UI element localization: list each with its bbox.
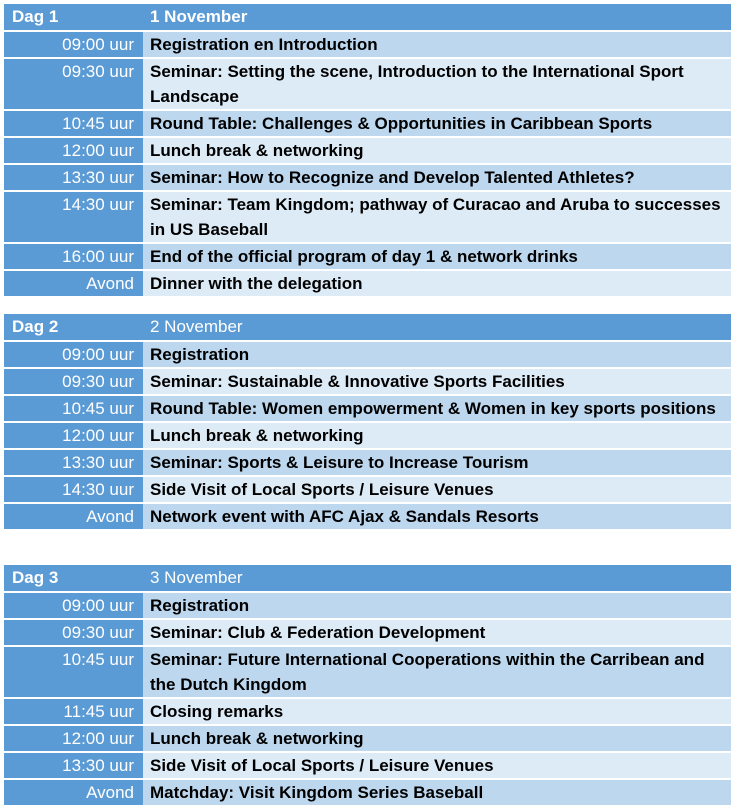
activity-cell: Round Table: Challenges & Opportunities in Caribbean Sports bbox=[143, 111, 731, 136]
table-row bbox=[4, 192, 731, 242]
time-cell: 09:30 uur bbox=[4, 369, 143, 394]
activity-cell: Side Visit of Local Sports / Leisure Venues bbox=[143, 477, 731, 502]
time-cell: 10:45 uur bbox=[4, 396, 143, 421]
time-cell: Avond bbox=[4, 780, 143, 805]
activity-cell: Seminar: Sports & Leisure to Increase Tourism bbox=[143, 450, 731, 475]
time-cell: 13:30 uur bbox=[4, 753, 143, 778]
table-row bbox=[4, 138, 731, 163]
activity-cell: Lunch break & networking bbox=[143, 423, 731, 448]
time-cell: Avond bbox=[4, 504, 143, 529]
day-3-schedule-table bbox=[4, 565, 731, 807]
time-cell: 10:45 uur bbox=[4, 111, 143, 136]
table-row bbox=[4, 396, 731, 421]
activity-cell: End of the official program of day 1 & network drinks bbox=[143, 244, 731, 269]
activity-cell: Seminar: How to Recognize and Develop Talented Athletes? bbox=[143, 165, 731, 190]
time-cell: 10:45 uur bbox=[4, 647, 143, 697]
table-row bbox=[4, 165, 731, 190]
table-row bbox=[4, 271, 731, 296]
day-label: Dag 3 bbox=[4, 565, 143, 591]
day-date: 3 November bbox=[143, 565, 731, 591]
table-row bbox=[4, 369, 731, 394]
table-row bbox=[4, 342, 731, 367]
table-row bbox=[4, 780, 731, 805]
activity-cell: Matchday: Visit Kingdom Series Baseball bbox=[143, 780, 731, 805]
day-2-schedule-table bbox=[4, 314, 731, 531]
time-cell: 12:00 uur bbox=[4, 138, 143, 163]
table-row bbox=[4, 647, 731, 697]
activity-cell: Registration bbox=[143, 593, 731, 618]
activity-cell: Registration bbox=[143, 342, 731, 367]
activity-cell: Side Visit of Local Sports / Leisure Venues bbox=[143, 753, 731, 778]
table-row bbox=[4, 620, 731, 645]
time-cell: 11:45 uur bbox=[4, 699, 143, 724]
activity-cell: Round Table: Women empowerment & Women in key sports positions bbox=[143, 396, 731, 421]
day-header bbox=[4, 565, 731, 591]
time-cell: 16:00 uur bbox=[4, 244, 143, 269]
time-cell: 13:30 uur bbox=[4, 450, 143, 475]
activity-cell: Network event with AFC Ajax & Sandals Resorts bbox=[143, 504, 731, 529]
day-1-schedule-table bbox=[4, 4, 731, 298]
time-cell: 14:30 uur bbox=[4, 192, 143, 242]
activity-cell: Lunch break & networking bbox=[143, 138, 731, 163]
time-cell: 12:00 uur bbox=[4, 726, 143, 751]
time-cell: 09:30 uur bbox=[4, 620, 143, 645]
day-label: Dag 1 bbox=[4, 4, 143, 30]
time-cell: Avond bbox=[4, 271, 143, 296]
time-cell: 09:00 uur bbox=[4, 593, 143, 618]
table-row bbox=[4, 699, 731, 724]
activity-cell: Lunch break & networking bbox=[143, 726, 731, 751]
table-row bbox=[4, 753, 731, 778]
time-cell: 09:30 uur bbox=[4, 59, 143, 109]
table-row bbox=[4, 423, 731, 448]
activity-cell: Seminar: Future International Cooperations within the Carribean and the Dutch Kingdom bbox=[143, 647, 731, 697]
day-date: 2 November bbox=[143, 314, 731, 340]
day-date: 1 November bbox=[143, 4, 731, 30]
activity-cell: Registration en Introduction bbox=[143, 32, 731, 57]
activity-cell: Closing remarks bbox=[143, 699, 731, 724]
time-cell: 09:00 uur bbox=[4, 342, 143, 367]
table-row bbox=[4, 477, 731, 502]
activity-cell: Dinner with the delegation bbox=[143, 271, 731, 296]
activity-cell: Seminar: Sustainable & Innovative Sports Facilities bbox=[143, 369, 731, 394]
time-cell: 09:00 uur bbox=[4, 32, 143, 57]
day-header bbox=[4, 314, 731, 340]
table-row bbox=[4, 450, 731, 475]
activity-cell: Seminar: Setting the scene, Introduction to the International Sport Landscape bbox=[143, 59, 731, 109]
table-row bbox=[4, 32, 731, 57]
table-row bbox=[4, 59, 731, 109]
table-row bbox=[4, 244, 731, 269]
time-cell: 14:30 uur bbox=[4, 477, 143, 502]
table-row bbox=[4, 593, 731, 618]
time-cell: 12:00 uur bbox=[4, 423, 143, 448]
day-label: Dag 2 bbox=[4, 314, 143, 340]
activity-cell: Seminar: Team Kingdom; pathway of Curacao and Aruba to successes in US Baseball bbox=[143, 192, 731, 242]
activity-cell: Seminar: Club & Federation Development bbox=[143, 620, 731, 645]
table-row bbox=[4, 111, 731, 136]
table-row bbox=[4, 504, 731, 529]
day-header bbox=[4, 4, 731, 30]
time-cell: 13:30 uur bbox=[4, 165, 143, 190]
table-row bbox=[4, 726, 731, 751]
